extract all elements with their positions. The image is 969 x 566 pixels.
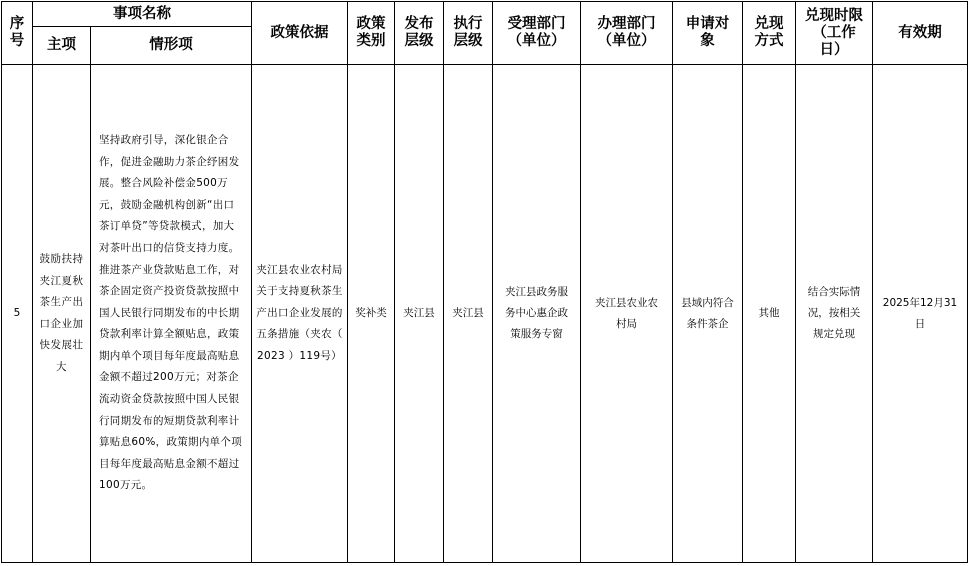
cell-exec-level: 夹江县	[444, 65, 493, 563]
header-handle-dept: 办理部门（单位）	[581, 2, 673, 65]
header-row-1	[2, 2, 968, 27]
cell-accept-dept: 夹江县政务服务中心惠企政策服务专窗	[493, 65, 581, 563]
cell-situation: 坚持政府引导，深化银企合作，促进金融助力茶企纾困发展。整合风险补偿金500万元，鼓励金融机构创新“出口茶订单贷”等贷款模式，加大对茶叶出口的信贷支持力度。推进茶产业贷款贴息工作，对茶企固定资产投资贷款按照中国人民银行同期发布的中长期贷款利率计算全额贴息，政策期内单个项目每年度最高贴息金额不超过200万元；对茶企流动资金贷款按照中国人民银行同期发布的短期贷款利率计算贴息60%，政策期内单个项目每年度最高贴息金额不超过100万元。	[91, 65, 252, 563]
cell-basis: 夹江县农业农村局关于支持夏秋茶生产出口企业发展的五条措施（夹农（ 2023 ）119号）	[252, 65, 348, 563]
policy-table	[1, 1, 968, 563]
header-seq: 序号	[2, 2, 33, 65]
header-method: 兑现方式	[743, 2, 796, 65]
header-applicant: 申请对象	[673, 2, 743, 65]
cell-seq: 5	[2, 65, 33, 563]
cell-time-limit: 结合实际情况，按相关规定兑现	[796, 65, 873, 563]
cell-publish-level: 夹江县	[395, 65, 444, 563]
header-item-name: 事项名称	[33, 2, 252, 27]
header-accept-dept: 受理部门（单位）	[493, 2, 581, 65]
cell-applicant: 县域内符合条件茶企	[673, 65, 743, 563]
cell-validity: 2025年12月31日	[873, 65, 968, 563]
cell-main-item: 鼓励扶持夹江夏秋茶生产出口企业加快发展壮大	[33, 65, 91, 563]
header-exec-level: 执行层级	[444, 2, 493, 65]
header-situation: 情形项	[91, 27, 252, 65]
header-category: 政策类别	[348, 2, 395, 65]
table-row	[2, 65, 968, 563]
header-main-item: 主项	[33, 27, 91, 65]
header-validity: 有效期	[873, 2, 968, 65]
cell-method: 其他	[743, 65, 796, 563]
header-basis: 政策依据	[252, 2, 348, 65]
header-publish-level: 发布层级	[395, 2, 444, 65]
cell-handle-dept: 夹江县农业农村局	[581, 65, 673, 563]
cell-category: 奖补类	[348, 65, 395, 563]
header-time-limit: 兑现时限（工作日）	[796, 2, 873, 65]
